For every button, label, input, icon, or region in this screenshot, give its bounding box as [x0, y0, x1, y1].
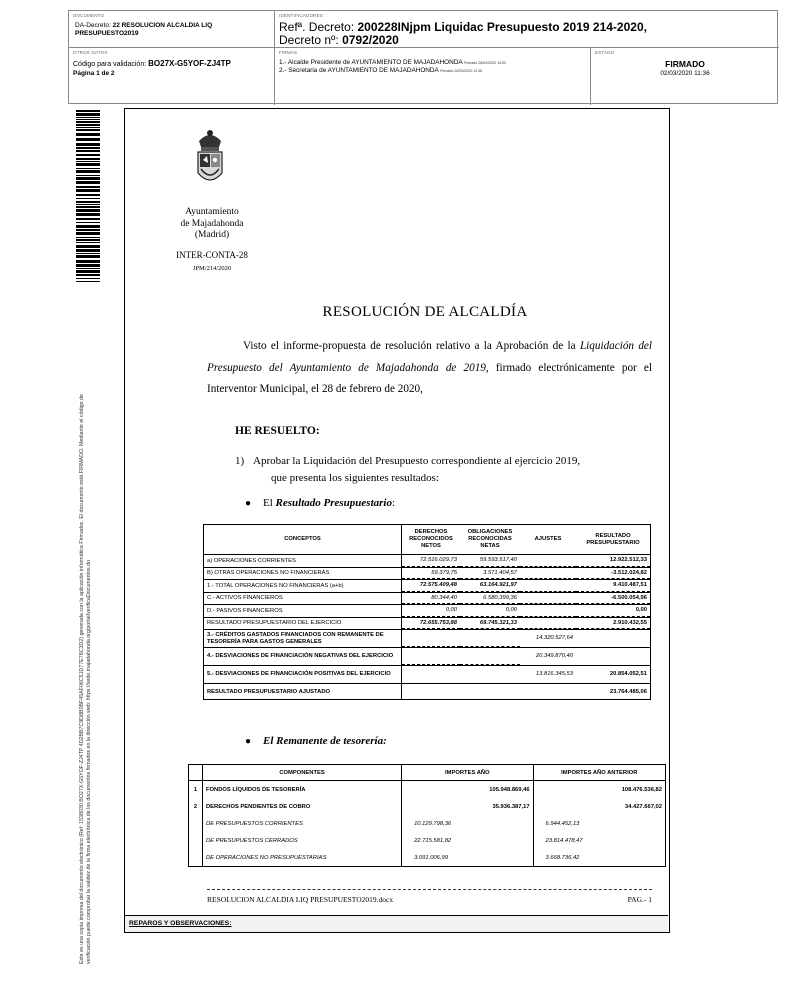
identificadores-label: IDENTIFICADORES [279, 13, 324, 18]
documento-value: DA-Decreto: 22 RESOLUCION ALCALDIA LIQ PRESUPUESTO2019 [75, 22, 213, 37]
table-row: DE OPERACIONES NO PRESUPUESTARIAS 3.091.006,99 3.668.736,42 [189, 849, 665, 866]
footer-divider [207, 889, 652, 890]
verification-side-text: Este es una copia impresa del documento electrónico (Ref: 1538030 BO27X-G5YOF-ZJ4TP 4D2BB7C9D8B0BF45AF06C51D77E76C3D2) generada con la aplicación informática Firmadoc. El documento está FIRMADO. Mediante el código de verificación puede comprobar la validez de la firma electrónica de los documentos firmados en la dirección web: https://sede.majadahonda.org/portal/verificaDocumentos.do [79, 394, 92, 964]
table-row: B) OTRAS OPERACIONES NO FINANCIERAS 59.379,75 3.571.404,57 -3.512.024,82 [204, 568, 650, 581]
table-row: RESULTADO PRESUPUESTARIO AJUSTADO 23.764.485,06 [204, 684, 650, 699]
estado-cell [591, 48, 779, 105]
table-row: a) OPERACIONES CORRIENTES 72.516.029,73 59.593.517,40 12.922.512,33 [204, 555, 650, 568]
he-resuelto-heading: HE RESUELTO: [235, 425, 320, 437]
bullet-resultado: ● El Resultado Presupuestario: [245, 497, 396, 509]
table-header: CONCEPTOS DERECHOS RECONOCIDOS NETOS OBLIGACIONES RECONOCIDAS NETAS AJUSTES RESULTADO PRESUPUESTARIO [204, 525, 650, 555]
table-row: RESULTADO PRESUPUESTARIO DEL EJERCICIO 72.655.753,88 69.745.321,33 2.910.432,55 [204, 618, 650, 631]
otros-datos-label: OTROS DATOS [73, 50, 108, 55]
resolution-item-1: 1) Aprobar la Liquidación del Presupuesto correspondiente al ejercicio 2019, que presenta los siguientes resultados: [235, 455, 581, 484]
table-row: D.- PASIVOS FINANCIEROS 0,00 0,00 0,00 [204, 605, 650, 618]
footer-filename: RESOLUCION ALCALDIA LIQ PRESUPUESTO2019.docx [207, 895, 394, 904]
codigo-validacion: Código para validación: BO27X-G5YOF-ZJ4TP [73, 59, 231, 68]
table-row: 5.- DESVIACIONES DE FINANCIACIÓN POSITIVAS DEL EJERCICIO 13.816.345,53 20.854.052,51 [204, 666, 650, 684]
table-row: 2 DERECHOS PENDIENTES DE COBRO 35.936.387,17 34.427.667,02 [189, 798, 665, 815]
footer-page-number: PAG.- 1 [627, 895, 652, 904]
otros-datos-cell [69, 48, 275, 105]
documento-cell [69, 11, 275, 48]
table-row: DE PRESUPUESTOS CORRIENTES 10.129.798,36 6.944.452,13 [189, 815, 665, 832]
reparos-observaciones: REPAROS Y OBSERVACIONES: [125, 915, 668, 932]
coat-of-arms-icon [191, 127, 229, 191]
estado-value: FIRMADO [665, 59, 705, 69]
pagina: Página 1 de 2 [73, 70, 115, 77]
firma-2: 2.- Secretaria de AYUNTAMIENTO DE MAJADAHONDA Firmado 02/03/2020 11:36 [279, 67, 483, 74]
table-row: DE PRESUPUESTOS CERRADOS 22.715.581,82 23.814.478,47 [189, 832, 665, 849]
table-row: 1.- TOTAL OPERACIONES NO FINANCIERAS (a+b) 72.575.409,48 63.164.921,97 9.410.487,51 [204, 580, 650, 593]
identificadores-cell [275, 11, 779, 48]
intro-paragraph: Visto el informe-propuesta de resolución relativo a la Aprobación de la Liquidación del Presupuesto del Ayuntamiento de Majadahonda de 2019, firmado electrónicamente por el Interventor Municipal, el 28 de febrero de 2020, [207, 340, 653, 395]
signature-header [68, 10, 778, 104]
remanente-tesoreria-table [188, 764, 666, 867]
table-row: 1 FONDOS LÍQUIDOS DE TESORERÍA 105.948.869,46 108.476.536,82 [189, 781, 665, 798]
bullet-remanente: ● El Remanente de tesorería: [245, 735, 387, 747]
firmas-cell [275, 48, 591, 105]
page-title: RESOLUCIÓN DE ALCALDÍA [322, 304, 528, 320]
decreto-numero: Decreto nº: 0792/2020 [279, 33, 399, 47]
estado-date: 02/03/2020 11:36 [660, 70, 710, 77]
document-page [124, 108, 670, 933]
estado-label: ESTADO [595, 50, 615, 55]
table-row: 3.- CRÉDITOS GASTADOS FINANCIADOS CON REMANENTE DE TESORERÍA PARA GASTOS GENERALES 14.320.527,64 [204, 630, 650, 648]
reference-number: JPM/214/2020 [192, 265, 232, 272]
barcode-icon [76, 110, 100, 282]
table-header: COMPONENTES IMPORTES AÑO IMPORTES AÑO ANTERIOR [189, 765, 665, 781]
ayuntamiento-name: Ayuntamiento de Majadahonda (Madrid) [180, 207, 244, 240]
resultado-presupuestario-table [203, 524, 651, 700]
documento-label: DOCUMENTO [73, 13, 105, 18]
firmas-label: FIRMAS [279, 50, 298, 55]
table-row: C.- ACTIVOS FINANCIEROS 80.344,40 6.580.399,36 -6.500.054,96 [204, 593, 650, 606]
firma-1: 1.- Alcalde Presidente de AYUNTAMIENTO DE MAJADAHONDA Firmado 28/02/2020 14:02 [279, 59, 507, 66]
table-row: 4.- DESVIACIONES DE FINANCIACIÓN NEGATIVAS DEL EJERCICIO 20.349.870,40 [204, 648, 650, 666]
reference-code: INTER-CONTA-28 [176, 250, 248, 260]
ref-decreto: Refª. Decreto: 200228INjpm Liquidac Presupuesto 2019 214-2020, [279, 20, 647, 34]
